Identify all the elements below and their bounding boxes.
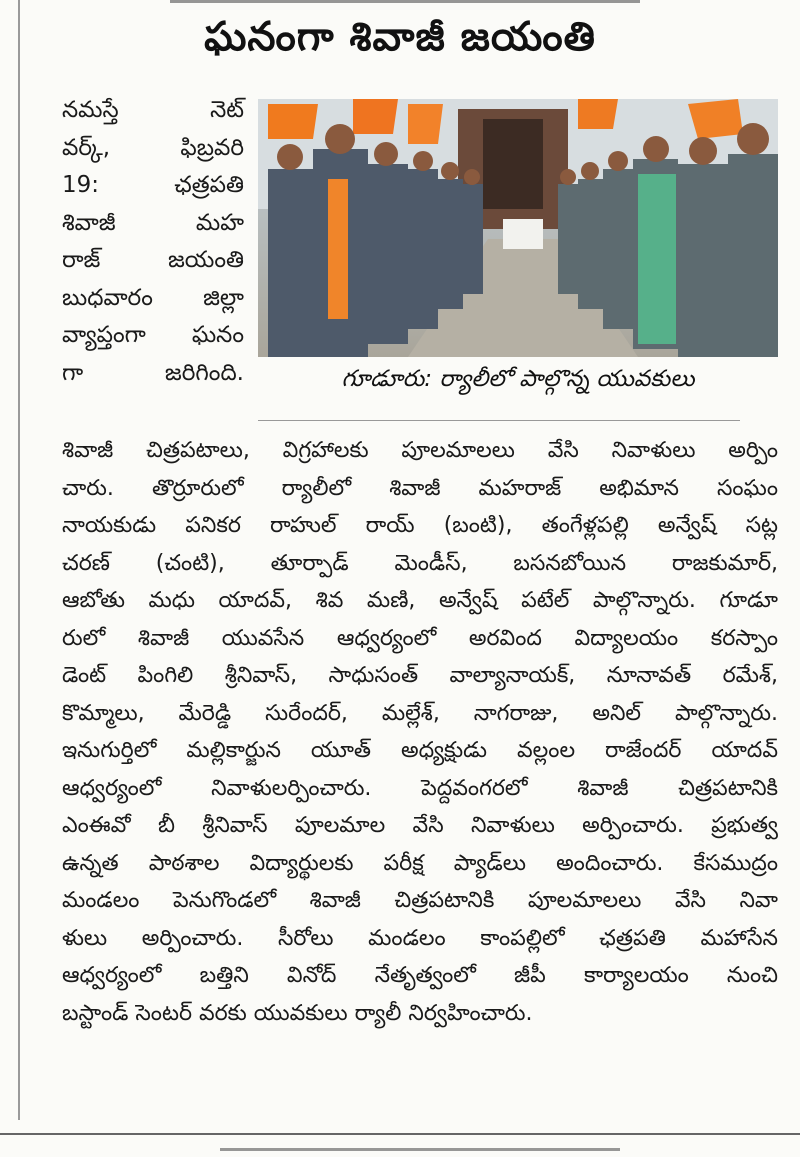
body-line: చారు. తొర్రూరులో ర్యాలీలో శివాజీ మహరాజ్ అభిమాన సంఘం <box>62 475 778 501</box>
intro-line: గా జరిగింది. <box>62 359 244 386</box>
body-line: చరణ్ (చంటి), తూర్పాడ్ మెండీస్, బసనబోయిన రాజకుమార్, <box>62 550 778 576</box>
bottom-divider <box>0 1133 800 1135</box>
body-line: బస్టాండ్ సెంటర్ వరకు యువకులు ర్యాలీ నిర్వహించారు. <box>62 1000 533 1026</box>
body-line: ఎంఈవో బీ శ్రీనివాస్ పూలమాల వేసి నివాళులు అర్పించారు. ప్రభుత్వ <box>62 813 778 838</box>
cropped-previous-headline <box>170 0 640 11</box>
body-line: డెంట్ పింగిలి శ్రీనివాస్, సాధుసంత్ వాల్యానాయక్, నూనావత్ రమేశ్, <box>62 663 778 688</box>
cropped-next-headline <box>220 1148 620 1157</box>
caption-divider <box>258 420 740 421</box>
intro-line: బుధవారం జిల్లా <box>62 284 244 311</box>
intro-line: రాజ్ జయంతి <box>62 247 244 273</box>
body-line: ఆధ్వర్యంలో బత్తిని వినోద్ నేతృత్వంలో జీపీ కార్యాలయం నుంచి <box>62 963 778 988</box>
column-divider <box>18 0 20 1120</box>
body-line: నాయకుడు పనికర రాహుల్ రాయ్ (బంటి), తంగేళ్లపల్లి అన్వేష్ సట్ల <box>62 513 778 538</box>
intro-paragraph <box>62 92 244 392</box>
intro-line: వర్క్, ఫిబ్రవరి <box>62 134 244 161</box>
body-line: మండలం పెనుగొండలో శివాజీ చిత్రపటానికి పూలమాలలు వేసి నివా <box>62 888 778 913</box>
intro-line: నమస్తే నెట్ <box>62 97 244 123</box>
rally-photo <box>258 99 778 357</box>
body-line: ళులు అర్పించారు. సీరోలు మండలం కాంపల్లిలో ఛత్రపతి మహాసేన <box>62 925 778 951</box>
intro-line: 19: ఛత్రపతి <box>62 172 244 198</box>
body-line: ఆబోతు మధు యాదవ్, శివ మణి, అన్వేష్ పటేల్ పాల్గొన్నారు. గూడూ <box>62 588 778 613</box>
body-line: ఇనుగుర్తిలో మల్లికార్జున యూత్ అధ్యక్షుడు వల్లంల రాజేందర్ యాదవ్ <box>62 738 778 763</box>
headline: ఘనంగా శివాజీ జయంతి <box>204 14 596 60</box>
article-body <box>62 432 778 1032</box>
body-line: శివాజీ చిత్రపటాలు, విగ్రహాలకు పూలమాలలు వేసి నివాళులు అర్పిం <box>62 438 778 463</box>
body-line: ఉన్నత పాఠశాల విద్యార్థులకు పరీక్ష ప్యాడ్‌లు అందించారు. కేసముద్రం <box>62 850 778 876</box>
intro-line: వ్యాప్తంగా ఘనం <box>62 322 244 348</box>
body-line: ఆధ్వర్యంలో నివాళులర్పించారు. పెద్దవంగరలో శివాజీ చిత్రపటానికి <box>62 775 778 801</box>
body-line: కొమ్మాలు, మేరెడ్డి సురేందర్, మల్లేశ్, నాగరాజు, అనిల్ పాల్గొన్నారు. <box>62 700 778 726</box>
photo-caption: గూడూరు: ర్యాలీలో పాల్గొన్న యువకులు <box>341 366 695 392</box>
intro-line: శివాజీ మహ <box>62 209 244 236</box>
rally-photo-illustration <box>258 99 778 357</box>
body-line: రులో శివాజీ యువసేన ఆధ్వర్యంలో అరవింద విద్యాలయం కరస్పాం <box>62 625 778 651</box>
